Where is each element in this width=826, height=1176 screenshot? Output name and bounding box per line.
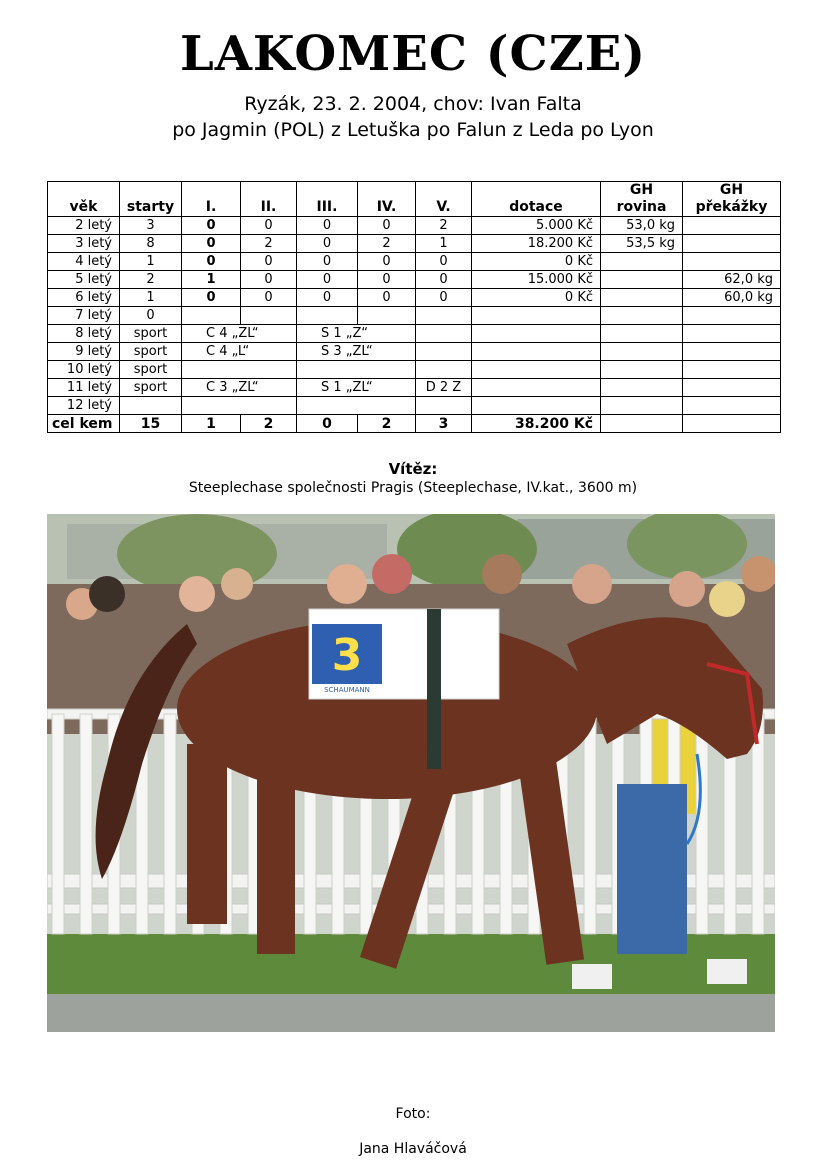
table-total-row: cel kem 15 1 2 0 2 3 38.200 Kč <box>48 415 781 433</box>
col-third: III. <box>297 182 358 217</box>
table-row: 11 letý sport C 3 „ZL“ S 1 „ZL“ D 2 Z <box>48 379 781 397</box>
sport-result-right: S 1 „Z“ <box>297 325 416 343</box>
table-row: 12 letý <box>48 397 781 415</box>
col-second: II. <box>241 182 297 217</box>
table-header-row <box>48 182 781 217</box>
sport-result-left: C 3 „ZL“ <box>182 379 297 397</box>
sponsor-logo-text: SCHAUMANN <box>324 686 370 694</box>
horse-name-title: LAKOMEC (CZE) <box>179 26 647 82</box>
horse-details: Ryzák, 23. 2. 2004, chov: Ivan Falta <box>244 93 582 115</box>
race-record-table <box>47 181 781 433</box>
table-row: 10 letý sport <box>48 361 781 379</box>
sport-result-left: C 4 „ZL“ <box>182 325 297 343</box>
horse-pedigree: po Jagmin (POL) z Letuška po Falun z Leda po Lyon <box>172 119 654 141</box>
col-gh-flat: GH rovina <box>601 182 683 217</box>
sport-result-right: S 1 „ZL“ <box>297 379 416 397</box>
fence-post <box>584 714 596 934</box>
table-row: 4 letý 1 0 0 0 0 0 0 Kč <box>48 253 781 271</box>
sport-result-extra: D 2 Z <box>416 379 472 397</box>
fence-post <box>52 714 64 934</box>
col-prize: dotace <box>472 182 601 217</box>
fence-post <box>164 714 176 934</box>
col-starts: starty <box>120 182 182 217</box>
photo-credit-label: Foto: <box>395 1106 431 1122</box>
winner-label: Vítěz: <box>388 460 438 478</box>
fence-post <box>696 714 708 934</box>
horse-photo-illustration <box>47 514 775 1032</box>
table-row: 9 letý sport C 4 „L“ S 3 „ZL“ <box>48 343 781 361</box>
col-gh-jump: GH překážky <box>683 182 781 217</box>
table-row: 3 letý 8 0 2 0 2 1 18.200 Kč 53,5 kg <box>48 235 781 253</box>
fence-post <box>80 714 92 934</box>
saddlecloth-number: 3 <box>331 630 363 681</box>
table-row: 8 letý sport C 4 „ZL“ S 1 „Z“ <box>48 325 781 343</box>
table-row: 7 letý 0 <box>48 307 781 325</box>
col-fifth: V. <box>416 182 472 217</box>
table-row: 5 letý 2 1 0 0 0 0 15.000 Kč 62,0 kg <box>48 271 781 289</box>
fence-post <box>752 714 764 934</box>
sport-result-left: C 4 „L“ <box>182 343 297 361</box>
sport-result-right: S 3 „ZL“ <box>297 343 416 361</box>
col-age: věk <box>48 182 120 217</box>
photo-credit-author: Jana Hlaváčová <box>359 1141 467 1157</box>
col-fourth: IV. <box>358 182 416 217</box>
table-row: 6 letý 1 0 0 0 0 0 0 Kč 60,0 kg <box>48 289 781 307</box>
table-row: 2 letý 3 0 0 0 0 2 5.000 Kč 53,0 kg <box>48 217 781 235</box>
col-first: I. <box>182 182 241 217</box>
horse-photo <box>47 514 775 1032</box>
winner-race-name: Steeplechase společnosti Pragis (Steeplechase, IV.kat., 3600 m) <box>188 480 638 496</box>
